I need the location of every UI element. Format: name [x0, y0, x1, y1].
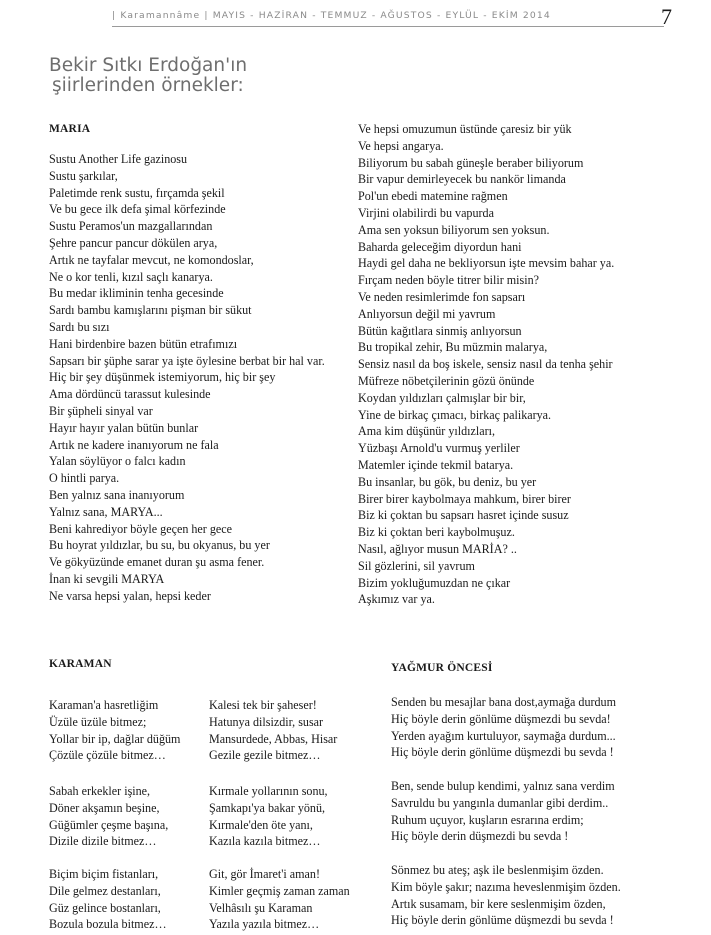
poem-line: Birer birer kaybolmaya mahkum, birer birer: [358, 491, 571, 506]
poem-line: Ve hepsi angarya.: [358, 138, 444, 153]
poem-line: Sardı bambu kamışlarını pişman bir sükut: [49, 303, 252, 318]
poem-line: Kazıla kazıla bitmez…: [209, 834, 321, 849]
poem-line: Baharda geleceğim diyordun hani: [358, 239, 522, 254]
poem-line: Ama sen yoksun biliyorum sen yoksun.: [358, 222, 550, 237]
poem-line: Biçim biçim fistanları,: [49, 867, 159, 881]
poem-line: Nasıl, ağlıyor musun MARİA? ..: [358, 541, 517, 556]
poem-line: Yazıla yazıla bitmez…: [209, 917, 320, 932]
poem-line: Pol'un ebedi matemine rağmen: [358, 189, 508, 204]
poem-line: Bu insanlar, bu gök, bu deniz, bu yer: [358, 474, 537, 489]
poem-line: Bir vapur demirleyecek bu nankör limanda: [358, 172, 566, 187]
poem-line: Ben yalnız sana inanıyorum: [49, 487, 185, 502]
maria-column-2: [358, 121, 614, 608]
poem-line: Kırmale yollarının sonu,: [209, 784, 328, 798]
poem-line: Artık ne kadere inanıyorum ne fala: [49, 437, 219, 452]
poem-line: Yalan söylüyor o falcı kadın: [49, 454, 186, 469]
poem-line: Virjini olabilirdi bu vapurda: [358, 205, 494, 220]
poem-line: Kimler geçmiş zaman zaman: [209, 883, 350, 898]
page-title-line-2: şiirlerinden örnekler:: [52, 75, 244, 96]
poem-line: Sardı bu sızı: [49, 319, 110, 334]
poem-line: Gezile gezile bitmez…: [209, 748, 321, 763]
poem-line: Sil gözlerini, sil yavrum: [358, 558, 475, 573]
poem-line: Biz ki çoktan beri kaybolmuşuz.: [358, 525, 515, 540]
poem-line: Anlıyorsun değil mi yavrum: [358, 306, 496, 321]
poem-line: Güğümler çeşme başına,: [49, 817, 169, 832]
poem-line: Ben, sende bulup kendimi, yalnız sana verdim: [391, 779, 615, 793]
poem-line: Hani birdenbire bazen bütün etrafımızı: [49, 336, 238, 351]
poem-line: Paletimde renk sustu, fırçamda şekil: [49, 185, 225, 200]
header-rule: [112, 26, 664, 27]
poem-line: Savruldu bu yangınla dumanlar gibi derdim..: [391, 795, 609, 810]
poem-line: Yerden ayağım kurtuluyor, saymağa durdum...: [391, 728, 616, 743]
poem-line: Sustu şarkılar,: [49, 168, 118, 183]
stanza: [209, 866, 350, 933]
poem-line: Ve hepsi omuzumun üstünde çaresiz bir yük: [358, 122, 572, 136]
poem-line: Bütün kağıtlara sinmiş anlıyorsun: [358, 323, 522, 338]
poem-line: Kırmale'den öte yanı,: [209, 817, 313, 832]
poem-title-karaman: KARAMAN: [49, 658, 112, 670]
poem-line: Aşkımız var ya.: [358, 592, 435, 607]
poem-line: Güz gelince bostanları,: [49, 900, 161, 915]
poem-line: Mansurdede, Abbas, Hisar: [209, 731, 338, 746]
poem-line: Çözüle çözüle bitmez…: [49, 748, 166, 763]
poem-line: Bozula bozula bitmez…: [49, 917, 167, 932]
poem-line: Bir şüpheli sinyal var: [49, 403, 153, 418]
stanza: [49, 697, 180, 764]
poem-title-maria: MARIA: [49, 123, 91, 135]
poem-line: Hatunya dilsizdir, susar: [209, 714, 324, 729]
poem-line: Bu tropikal zehir, Bu müzmin malarya,: [358, 340, 548, 355]
poem-line: Velhâsılı şu Karaman: [209, 900, 313, 915]
page-title: [49, 56, 349, 96]
stanza: [391, 778, 615, 845]
stanza: [209, 697, 337, 764]
poem-line: Kalesi tek bir şaheser!: [209, 698, 317, 712]
stanza: [209, 783, 328, 850]
poem-line: Sapsarı bir şüphe sarar ya işte öylesine berbat bir hal var.: [49, 353, 325, 368]
poem-line: Sönmez bu ateş; aşk ile beslenmişim özden.: [391, 863, 604, 877]
poem-line: Bu hoyrat yıldızlar, bu su, bu okyanus, bu yer: [49, 538, 270, 553]
poem-line: Hiç böyle derin düşmezdi bu sevda !: [391, 829, 569, 844]
poem-line: Ama kim düşünür yıldızları,: [358, 424, 496, 439]
poem-line: Ve bu gece ilk defa şimal körfezinde: [49, 202, 226, 217]
maria-column-1: [49, 151, 325, 605]
poem-line: Ne varsa hepsi yalan, hepsi keder: [49, 588, 211, 603]
poem-line: Ve neden resimlerimde fon sapsarı: [358, 289, 526, 304]
poem-line: Hiç bir şey düşünmek istemiyorum, hiç bir şey: [49, 370, 276, 385]
poem-line: Senden bu mesajlar bana dost,aymağa durdum: [391, 695, 617, 709]
poem-line: Fırçam neden böyle titrer bilir misin?: [358, 273, 540, 288]
poem-line: Şamkapı'ya bakar yönü,: [209, 800, 326, 815]
stanza: [49, 783, 168, 850]
stanza: [49, 866, 167, 933]
poem-line: Dile gelmez destanları,: [49, 883, 161, 898]
poem-line: Kim böyle şakır; nazıma heveslenmişim özden.: [391, 879, 621, 894]
poem-line: Biz ki çoktan bu sapsarı hasret içinde susuz: [358, 508, 569, 523]
poem-line: Artık susamam, bir kere seslenmişim özden,: [391, 896, 606, 911]
poem-line: O hintli parya.: [49, 471, 120, 486]
poem-line: Sensiz nasıl da boş iskele, sensiz nasıl da tenha şehir: [358, 357, 613, 372]
poem-line: Sabah erkekler işine,: [49, 784, 151, 798]
poem-line: Hiç böyle derin gönlüme düşmezdi bu sevda !: [391, 913, 614, 928]
poem-line: Artık ne tayfalar mevcut, ne komondoslar,: [49, 252, 254, 267]
running-header: | Karamannâme | MAYIS - HAZİRAN - TEMMUZ - AĞUSTOS - EYLÜL - EKİM 2014: [112, 10, 551, 21]
stanza: [391, 694, 616, 761]
poem-line: Ve gökyüzünde emanet duran şu asma fener.: [49, 555, 265, 570]
poem-line: Döner akşamın beşine,: [49, 800, 160, 815]
poem-line: Hiç böyle derin gönlüme düşmezdi bu sevda!: [391, 711, 611, 726]
poem-line: Yine de birkaç çımacı, birkaç palikarya.: [358, 407, 552, 422]
stanza: [391, 862, 621, 929]
poem-line: Yüzbaşı Arnold'u vurmuş yerliler: [358, 441, 520, 456]
page-number: 7: [661, 4, 672, 29]
poem-line: Şehre pancur pancur dökülen arya,: [49, 235, 218, 250]
poem-line: Karaman'a hasretliğim: [49, 698, 159, 712]
poem-line: Git, gör İmaret'i aman!: [209, 867, 320, 881]
poem-line: Yollar bir ip, dağlar düğüm: [49, 731, 181, 746]
poem-line: Haydi gel daha ne bekliyorsun işte mevsim bahar ya.: [358, 256, 615, 271]
poem-line: Dizile dizile bitmez…: [49, 834, 157, 849]
page-title-line-1: Bekir Sıtkı Erdoğan'ın: [49, 55, 248, 76]
poem-line: Hiç böyle derin gönlüme düşmezdi bu sevda !: [391, 745, 614, 760]
poem-line: Bizim yokluğumuzdan ne çıkar: [358, 575, 511, 590]
poem-line: Yalnız sana, MARYA...: [49, 504, 163, 519]
poem-line: Ruhum uçuyor, kuşların esrarına erdim;: [391, 812, 584, 827]
poem-line: Ne o kor tenli, kızıl saçlı kanarya.: [49, 269, 213, 284]
poem-line: Sustu Another Life gazinosu: [49, 152, 188, 166]
poem-line: Ama dördüncü tarassut kulesinde: [49, 387, 211, 402]
poem-line: Beni kahrediyor böyle geçen her gece: [49, 521, 233, 536]
poem-line: Sustu Peramos'un mazgallarından: [49, 219, 213, 234]
poem-line: Koydan yıldızları çalmışlar bir bir,: [358, 390, 526, 405]
poem-line: Biliyorum bu sabah güneşle beraber biliyorum: [358, 155, 584, 170]
poem-line: Matemler içinde tekmil batarya.: [358, 457, 514, 472]
poem-line: Hayır hayır yalan bütün bunlar: [49, 420, 199, 435]
poem-line: Üzüle üzüle bitmez;: [49, 714, 147, 729]
poem-line: İnan ki sevgili MARYA: [49, 571, 165, 586]
poem-line: Müfreze nöbetçilerinin gözü önünde: [358, 373, 535, 388]
poem-title-yagmur-oncesi: YAĞMUR ÖNCESİ: [391, 662, 493, 674]
poem-line: Bu medar ikliminin tenha gecesinde: [49, 286, 224, 301]
